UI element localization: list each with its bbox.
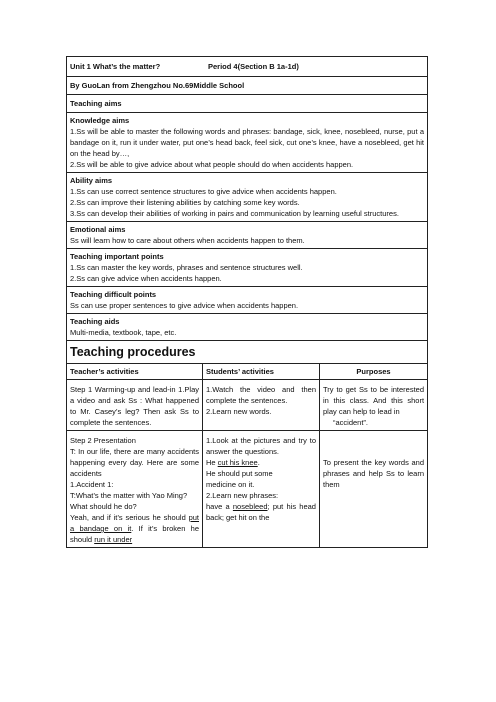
step1-student-1: 1.Watch the video and then complete the sentences. xyxy=(206,385,316,405)
step2-teacher-text-a: Yeah, and if it’s serious he should xyxy=(70,513,189,522)
period-title: Period 4(Section B 1a-1d) xyxy=(208,62,299,71)
lesson-plan-table xyxy=(66,56,428,548)
difficult-points-text: Ss can use proper sentences to give advice when accidents happen. xyxy=(70,301,299,310)
ability-aims-row xyxy=(67,173,428,222)
step2-student-6-post: ; put his head back; get hit on the xyxy=(206,502,316,522)
knowledge-aims-item-2: 2.Ss will be able to give advice about what people should do when accidents happen. xyxy=(70,160,354,169)
step2-student-5: 2.Learn new phrases: xyxy=(206,491,279,500)
ability-aims-item-3: 3.Ss can develop their abilities of working in pairs and communication by learning useful structures. xyxy=(70,209,399,218)
important-points-item-2: 2.Ss can give advice when accidents happen. xyxy=(70,274,222,283)
important-points-item-1: 1.Ss can master the key words, phrases and sentence structures well. xyxy=(70,263,303,272)
col-teacher-header: Teacher’s activities xyxy=(67,364,203,380)
step2-row xyxy=(67,431,428,548)
knowledge-aims-row xyxy=(67,113,428,173)
col-students-header: Students’ activities xyxy=(203,364,320,380)
step2-student-3: He should put some xyxy=(206,469,273,478)
procedures-column-headers xyxy=(67,364,428,380)
difficult-points-heading: Teaching difficult points xyxy=(70,290,157,299)
step2-teacher-line-5 xyxy=(70,512,199,545)
step2-heading: Step 2 Presentation xyxy=(70,436,136,445)
step2-teacher-underline-2: run it under xyxy=(94,535,133,544)
teaching-aids-row xyxy=(67,314,428,341)
step2-student-2-underline: cut his knee xyxy=(217,458,258,467)
step2-teacher-text-b: . If it’s broken he should xyxy=(70,524,199,544)
step1-teacher: Step 1 Warming-up and lead-in 1.Play a video and ask Ss : What happened to Mr. Casey’s leg? Then ask Ss to complete the sentences. xyxy=(67,380,203,431)
step1-purpose-accident: “accident”. xyxy=(333,418,369,427)
ability-aims-item-1: 1.Ss can use correct sentence structures to give advice when accidents happen. xyxy=(70,187,337,196)
step2-teacher-line-1: T: In our life, there are many accidents happening every day. Here are some accidents xyxy=(70,447,199,478)
lesson-plan-page xyxy=(66,56,427,548)
author-text: By GuoLan from Zhengzhou No.69Middle School xyxy=(67,77,428,95)
step1-student-2: 2.Learn new words. xyxy=(206,407,272,416)
teaching-aims-heading: Teaching aims xyxy=(67,95,428,113)
step2-student-2-pre: He xyxy=(206,458,218,467)
ability-aims-heading: Ability aims xyxy=(70,176,113,185)
teaching-aids-text: Multi-media, textbook, tape, etc. xyxy=(70,328,177,337)
emotional-aims-row xyxy=(67,222,428,249)
author-row xyxy=(67,77,428,95)
step2-student-6-pre: have a xyxy=(206,502,233,511)
teaching-aids-heading: Teaching aids xyxy=(70,317,120,326)
unit-title: Unit 1 What’s the matter? xyxy=(70,62,161,71)
step2-teacher-underline-1: put a bandage on it xyxy=(70,513,199,533)
ability-aims-item-2: 2.Ss can improve their listening abilities by catching some key words. xyxy=(70,198,300,207)
important-points-row xyxy=(67,249,428,287)
step2-student-4: medicine on it. xyxy=(206,480,255,489)
step2-purpose: To present the key words and phrases and help Ss to learn them xyxy=(320,431,428,548)
difficult-points-row xyxy=(67,287,428,314)
teaching-aims-row xyxy=(67,95,428,113)
col-purposes-header: Purposes xyxy=(320,364,428,380)
step2-teacher-line-2: 1.Accident 1: xyxy=(70,480,114,489)
step2-teacher-line-3: T:What’s the matter with Yao Ming? xyxy=(70,491,188,500)
knowledge-aims-item-1: 1.Ss will be able to master the following words and phrases: bandage, sick, knee, nosebleed, nurse, put a bandage on it, run it under water, put one’s head back, feel sick, cut one’s knee, have a nosebleed, get hit on the head by…, xyxy=(70,127,425,158)
emotional-aims-text: Ss will learn how to care about others when accidents happen to them. xyxy=(70,236,305,245)
emotional-aims-heading: Emotional aims xyxy=(70,225,126,234)
step2-student-1: 1.Look at the pictures and try to answer the questions. xyxy=(206,436,316,456)
step2-student-2 xyxy=(206,457,316,468)
step2-teacher-line-4: What should he do? xyxy=(70,502,137,511)
step2-student-6-underline: nosebleed xyxy=(232,502,268,511)
step1-purpose: Try to get Ss to be interested in this class. And this short play can help to lead in xyxy=(323,385,425,416)
step2-student-2-post: . xyxy=(257,458,260,467)
title-row xyxy=(67,57,428,77)
knowledge-aims-heading: Knowledge aims xyxy=(70,116,130,125)
procedures-heading-row xyxy=(67,341,428,364)
important-points-heading: Teaching important points xyxy=(70,252,164,261)
step1-row xyxy=(67,380,428,431)
step2-student-6 xyxy=(206,501,316,523)
procedures-heading: Teaching procedures xyxy=(67,341,428,364)
